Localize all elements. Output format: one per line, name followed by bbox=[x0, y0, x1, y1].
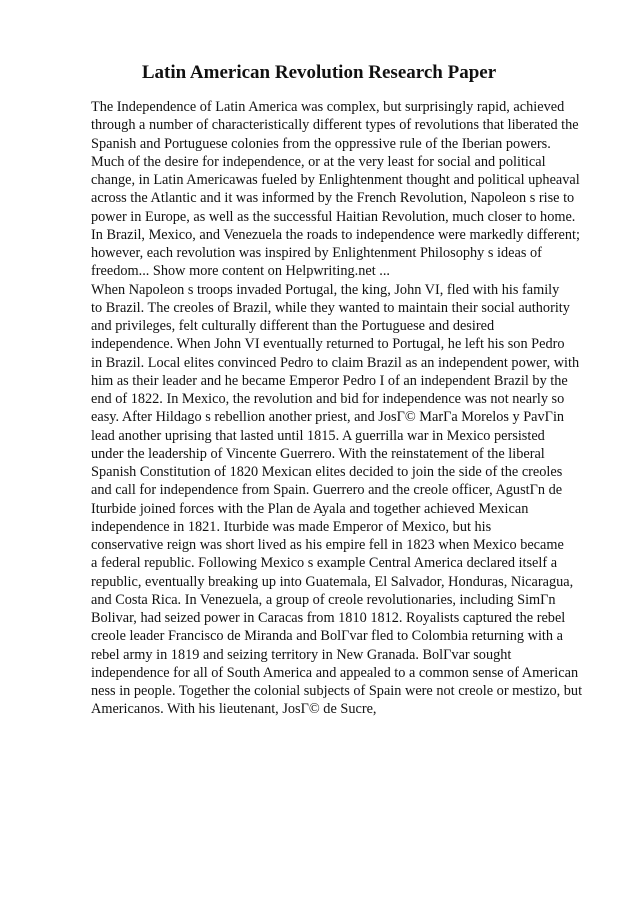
text-line: conservative reign was short lived as his empire fell in 1823 when Mexico became bbox=[91, 537, 564, 553]
text-line: rebel army in 1819 and seizing territory in New Granada. BolГvar sought bbox=[91, 646, 512, 663]
document-body bbox=[91, 98, 611, 719]
text-line: independence. When John VI eventually returned to Portugal, he left his son Pedro bbox=[91, 336, 565, 353]
text-line: Much of the desire for independence, or at the very least for social and political bbox=[91, 153, 546, 170]
text-line: freedom... Show more content on Helpwriting.net ... bbox=[91, 263, 390, 280]
text-line: across the Atlantic and it was informed by the French Revolution, Napoleon s rise to bbox=[91, 190, 575, 207]
text-line: ness in people. Together the colonial subjects of Spain were not creole or mestizo, but bbox=[91, 683, 583, 699]
text-line: Spanish Constitution of 1820 Mexican elites decided to join the side of the creoles bbox=[91, 464, 563, 480]
text-line: The Independence of Latin America was complex, but surprisingly rapid, achieved bbox=[91, 99, 565, 115]
text-line: When Napoleon s troops invaded Portugal, the king, John VI, fled with his family bbox=[91, 281, 560, 298]
text-line: to Brazil. The creoles of Brazil, while they wanted to maintain their social authority bbox=[91, 299, 570, 316]
text-line: a federal republic. Following Mexico s example Central America declared itself a bbox=[91, 555, 558, 572]
text-line: easy. After Hildago s rebellion another priest, and JosГ© MarГa Morelos y PavГin bbox=[91, 409, 565, 426]
text-line: republic, eventually breaking up into Guatemala, El Salvador, Honduras, Nicaragua, bbox=[91, 573, 574, 590]
text-line: Bolivar, had seized power in Caracas from 1810 1812. Royalists captured the rebel bbox=[91, 610, 566, 626]
document-title: Latin American Revolution Research Paper bbox=[141, 62, 497, 83]
text-line: however, each revolution was inspired by Enlightenment Philosophy s ideas of bbox=[91, 245, 542, 261]
text-line: power in Europe, as well as the successful Haitian Revolution, much closer to home. bbox=[91, 208, 576, 225]
text-line: and call for independence from Spain. Guerrero and the creole officer, AgustГn de bbox=[91, 482, 563, 499]
text-line: him as their leader and he became Emperor Pedro I of an independent Brazil by the bbox=[91, 372, 568, 389]
text-line: and privileges, felt culturally different than the Portuguese and desired bbox=[91, 318, 495, 334]
text-line: lead another uprising that lasted until 1815. A guerrilla war in Mexico persisted bbox=[91, 427, 545, 444]
text-line: end of 1822. In Mexico, the revolution and bid for independence was not nearly so bbox=[91, 391, 565, 407]
text-line: independence for all of South America and appealed to a common sense of American bbox=[91, 664, 579, 681]
text-line: Iturbide joined forces with the Plan de Ayala and together achieved Mexican bbox=[91, 500, 529, 517]
text-line: and Costa Rica. In Venezuela, a group of creole revolutionaries, including SimГn bbox=[91, 591, 556, 608]
text-line: Spanish and Portuguese colonies from the oppressive rule of the Iberian powers. bbox=[91, 135, 551, 152]
text-line: In Brazil, Mexico, and Venezuela the roads to independence were markedly different; bbox=[91, 226, 580, 243]
text-line: change, in Latin Americawas fueled by Enlightenment thought and political upheaval bbox=[91, 172, 580, 188]
text-line: in Brazil. Local elites convinced Pedro to claim Brazil as an independent power, with bbox=[91, 354, 580, 371]
text-line: independence in 1821. Iturbide was made Emperor of Mexico, but his bbox=[91, 518, 492, 535]
text-line: under the leadership of Vincente Guerrero. With the reinstatement of the liberal bbox=[91, 445, 545, 462]
text-line: Americanos. With his lieutenant, JosГ© de Sucre, bbox=[91, 701, 377, 718]
text-line: creole leader Francisco de Miranda and BolГvar fled to Colombia returning with a bbox=[91, 628, 563, 645]
text-line: through a number of characteristically different types of revolutions that liberated the bbox=[91, 117, 579, 134]
